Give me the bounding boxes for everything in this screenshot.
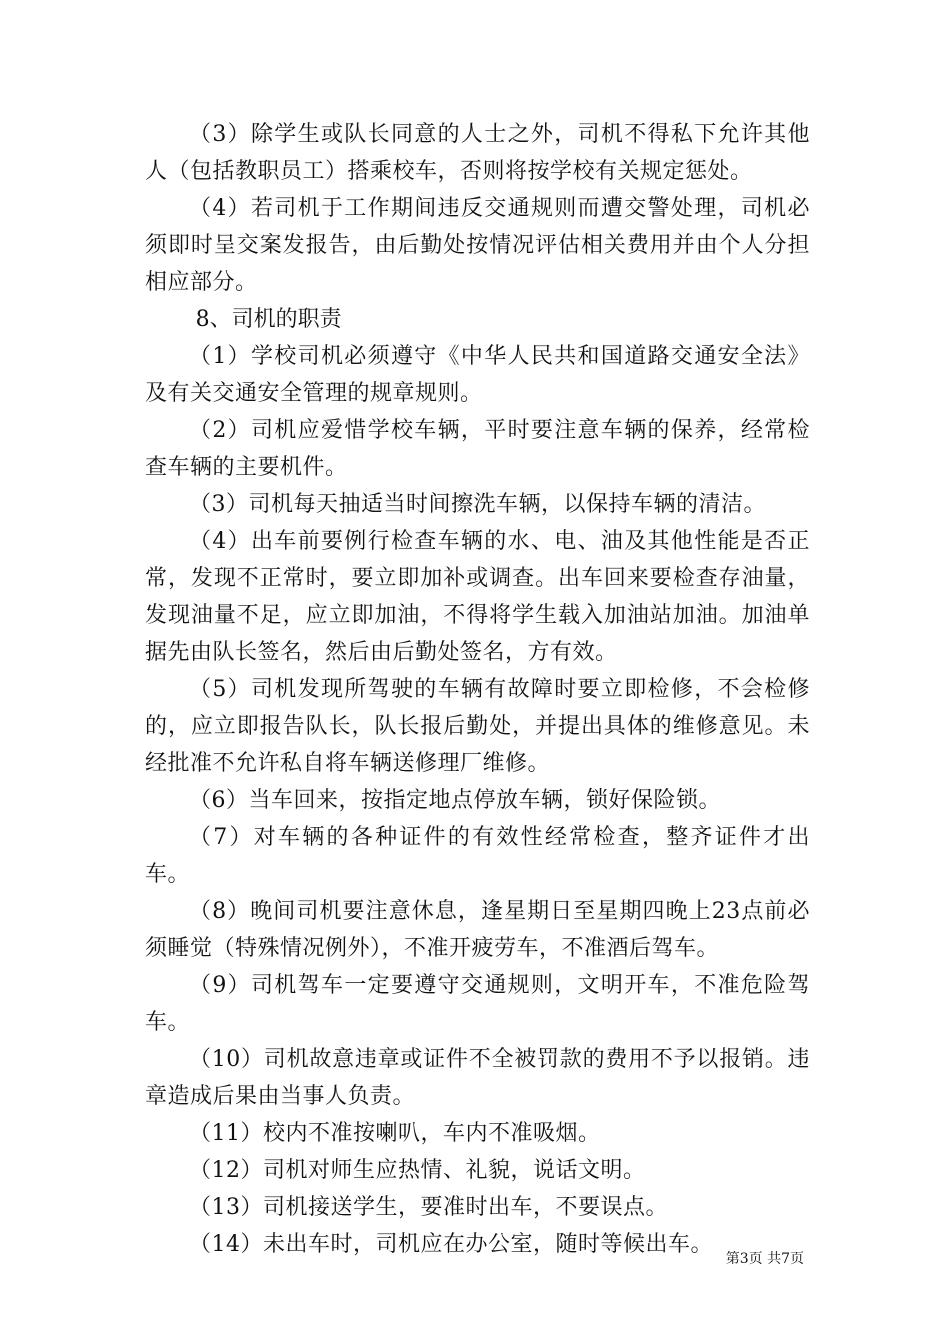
duty-item-8: （8）晚间司机要注意休息，逢星期日至星期四晚上23点前必须睡觉（特殊情况例外），不准开疲劳车，不准酒后驾车。 [145, 899, 810, 961]
duty-item-1: （1）学校司机必须遵守《中华人民共和国道路交通安全法》及有关交通安全管理的规章规则。 [145, 344, 810, 406]
section-heading: 8、司机的职责 [195, 307, 342, 332]
duty-item-9: （9）司机驾车一定要遵守交通规则，文明开车，不准危险驾车。 [145, 973, 810, 1035]
document-body [145, 116, 810, 1263]
page-number: 第3页 共7页 [725, 1251, 804, 1267]
duty-item-7: （7）对车辆的各种证件的有效性经常检查，整齐证件才出车。 [145, 825, 810, 887]
duty-item-2: （2）司机应爱惜学校车辆，平时要注意车辆的保养，经常检查车辆的主要机件。 [145, 418, 810, 480]
duty-item-13: （13）司机接送学生，要准时出车，不要误点。 [189, 1195, 668, 1220]
paragraph-rule-3: （3）除学生或队长同意的人士之外，司机不得私下允许其他人（包括教职员工）搭乘校车，否则将按学校有关规定惩处。 [145, 122, 810, 184]
duty-item-11: （11）校内不准按喇叭，车内不准吸烟。 [189, 1121, 601, 1146]
duty-item-5: （5）司机发现所驾驶的车辆有故障时要立即检修，不会检修的，应立即报告队长，队长报后勤处，并提出具体的维修意见。未经批准不允许私自将车辆送修理厂维修。 [145, 677, 810, 776]
duty-item-3: （3）司机每天抽适当时间擦洗车辆，以保持车辆的清洁。 [189, 492, 766, 517]
paragraph-rule-4: （4）若司机于工作期间违反交通规则而遭交警处理，司机必须即时呈交案发报告，由后勤处按情况评估相关费用并由个人分担相应部分。 [145, 196, 810, 295]
duty-item-6: （6）当车回来，按指定地点停放车辆，锁好保险锁。 [189, 788, 721, 813]
duty-item-10: （10）司机故意违章或证件不全被罚款的费用不予以报销。违章造成后果由当事人负责。 [145, 1047, 810, 1109]
duty-item-14: （14）未出车时，司机应在办公室，随时等候出车。 [189, 1232, 713, 1257]
duty-item-4: （4）出车前要例行检查车辆的水、电、油及其他性能是否正常，发现不正常时，要立即加补或调查。出车回来要检查存油量，发现油量不足，应立即加油，不得将学生载入加油站加油。加油单据先由队长签名，然后由后勤处签名，方有效。 [145, 529, 810, 665]
duty-item-12: （12）司机对师生应热情、礼貌，说话文明。 [189, 1158, 646, 1183]
